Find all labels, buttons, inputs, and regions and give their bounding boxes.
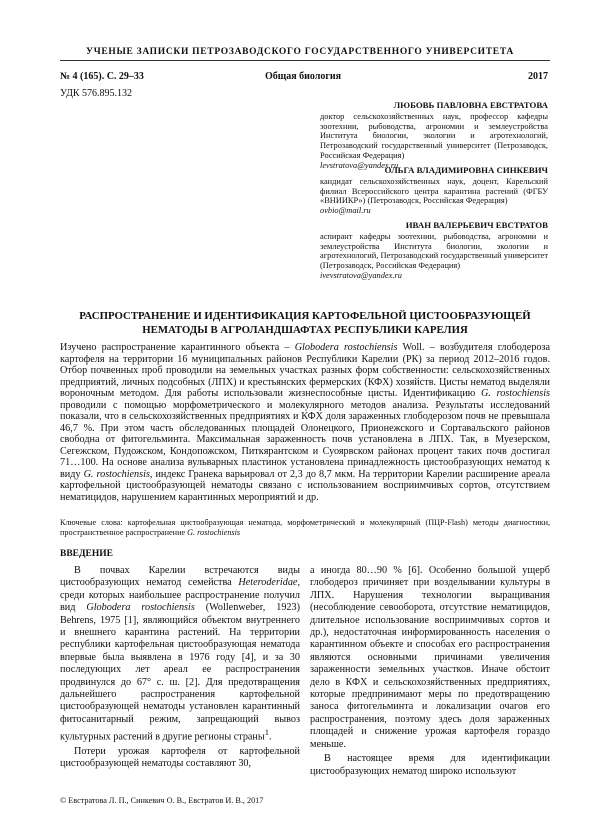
body-column-left xyxy=(60,565,300,771)
issue-year: 2017 xyxy=(528,71,548,82)
author-name: ИВАН ВАЛЕРЬЕВИЧ ЕВСТРАТОВ xyxy=(405,220,548,230)
author-affiliation: аспирант кафедры зоотехнии, рыбоводства, агрономии и землеустройства Института биологии, экологии и агротехнологий, Петрозаводский государственный университет (Петрозаводск, Российская Федерация) xyxy=(320,231,548,271)
keywords: Ключевые слова: картофельная цистообразующая нематода, морфометрический и молекулярный (ПЦР-Flash) методы диагностики, пространственное распространение G. rostochiensis xyxy=(60,518,550,537)
author-email[interactable]: levstratova@yandex.ru xyxy=(320,160,399,170)
species-name: G. rostochiensis xyxy=(187,528,241,537)
body-column-right xyxy=(310,565,550,778)
author-affiliation: доктор сельскохозяйственных наук, профессор кафедры зоотехнии, рыбоводства, агрономии и землеустройства Института биологии, экологии и агротехнологий, Петрозаводский государственный университет (Петрозаводск, Российская Федерация) xyxy=(320,111,548,160)
paragraph: В почвах Карелии встречаются виды цистообразующих нематод семейства Heteroderidae, среди которых наибольшее распространение получил вид Globodera rostochiensis (Wollenweber, 1923) Behrens, 1975 [1], являющийся объектом внутреннего и внешнего карантина растений. На территории республики картофельная цистообразующая нематода впервые была выявлена в 1976 году [4], и за 30 последующих лет ареал ее распространения продвинулся до 67° с. ш. [2]. Для предотвращения дальнейшего распространения картофельной цистообразующей нематоды установлен карантинный фитосанитарный режим, запрещающий вывоз культурных растений в другие регионы страны$^1$. xyxy=(60,565,300,743)
species-name: G. rostochiensis xyxy=(481,388,550,399)
author-block xyxy=(320,101,548,171)
footnote-marker[interactable]: 1 xyxy=(264,727,269,738)
author-email[interactable]: ovbio@mail.ru xyxy=(320,206,371,216)
copyright: © Евстратова Л. П., Синкевич О. В., Евстратов И. В., 2017 xyxy=(60,796,264,805)
author-name: ОЛЬГА ВЛАДИМИРОВНА СИНКЕВИЧ xyxy=(384,165,548,175)
species-name: G. rostochiensis xyxy=(83,468,150,480)
udk-code: УДК 576.895.132 xyxy=(60,88,133,99)
paragraph: Потери урожая картофеля от картофельной цистообразующей нематоды составляют 30, xyxy=(60,746,300,770)
author-name: ЛЮБОВЬ ПАВЛОВНА ЕВСТРАТОВА xyxy=(393,100,548,110)
abstract: Изучено распространение карантинного объекта – Globodera rostochiensis Woll. – возбудителя глободероза картофеля на территории 16 муниципальных районов Республики Карелии (РК) за период 2012–2016 годов. Отбор почвенных проб проводили на земельных участках разных форм собственности: сельскохозяйственных предприятий, личных подсобных (ЛПХ) и крестьянских фермерских (КФХ) хозяйств. Цисты нематод выделяли вороночным методом. Для работы использовали жизнеспособные цисты. Идентификацию G. rostochiensis проводили с помощью морфометрического и молекулярного методов анализа. Результаты исследований показали, что в сельскохозяйственных предприятиях и КФХ доля зараженных глободерозом почв не превышала 46,7 %. При этом часть обследованных площадей Олонецкого, Прионежского и Сортавальского районов свободна от фитогельминта. Максимальная зараженность почв установлена в ЛПХ. Так, в Муезерском, Сегежском, Пудожском, Кондопожском, Питкярантском и Суоярвском районах процент таких почв достигал 71…100. На основе анализа вульварных пластинок установлена принадлежность цистообразующих нематод к виду G. rostochiensis, индекс Гранека варьировал от 2,3 до 8,7 мкм. На территории Карелии расширение ареала картофельной цистообразующей нематоды связано с использованием восприимчивых сортов, отсутствием нематицидов, нарушением карантинных мероприятий и др. xyxy=(60,342,550,503)
section-name: Общая биология xyxy=(265,71,342,82)
section-heading: ВВЕДЕНИЕ xyxy=(60,549,113,559)
paragraph: В настоящее время для идентификации цистообразующих нематод широко используют xyxy=(310,753,550,777)
header-rule xyxy=(60,60,550,61)
author-affiliation: кандидат сельскохозяйственных наук, доцент, Карельский филиал Всероссийского центра карантина растений (ФГБУ «ВНИИКР») (Петрозаводск, Российская Федерация) xyxy=(320,176,548,206)
author-block xyxy=(320,166,548,216)
author-block xyxy=(320,221,548,281)
paragraph: а иногда 80…90 % [6]. Особенно большой ущерб глободероз причиняет при возделывании культуры в ЛПХ. Нарушения технологии выращивания (несоблюдение севооборота, отсутствие нематицидов, длительное использование восприимчивых сортов и др.), недостаточная информированность населения о карантинном объекте и способах его распространения являются основными причинами увеличения зараженности земельных участков. Иначе обстоит дело в КФХ и сельскохозяйственных предприятиях, которые предпринимают меры по предотвращению заноса фитогельминта и локализации очагов его распространения, поэтому здесь доля зараженных площадей и снижение урожая картофеля гораздо меньше. xyxy=(310,565,550,750)
author-email[interactable]: ivevstratova@yandex.ru xyxy=(320,270,402,280)
species-name: Globodera rostochiensis xyxy=(294,342,398,353)
journal-title: УЧЕНЫЕ ЗАПИСКИ ПЕТРОЗАВОДСКОГО ГОСУДАРСТВЕННОГО УНИВЕРСИТЕТА xyxy=(86,47,514,57)
issue-info: № 4 (165). С. 29–33 xyxy=(60,71,144,82)
article-title: РАСПРОСТРАНЕНИЕ И ИДЕНТИФИКАЦИЯ КАРТОФЕЛЬНОЙ ЦИСТООБРАЗУЮЩЕЙ НЕМАТОДЫ В АГРОЛАНДШАФТАХ РЕСПУБЛИКИ КАРЕЛИЯ xyxy=(79,310,531,336)
